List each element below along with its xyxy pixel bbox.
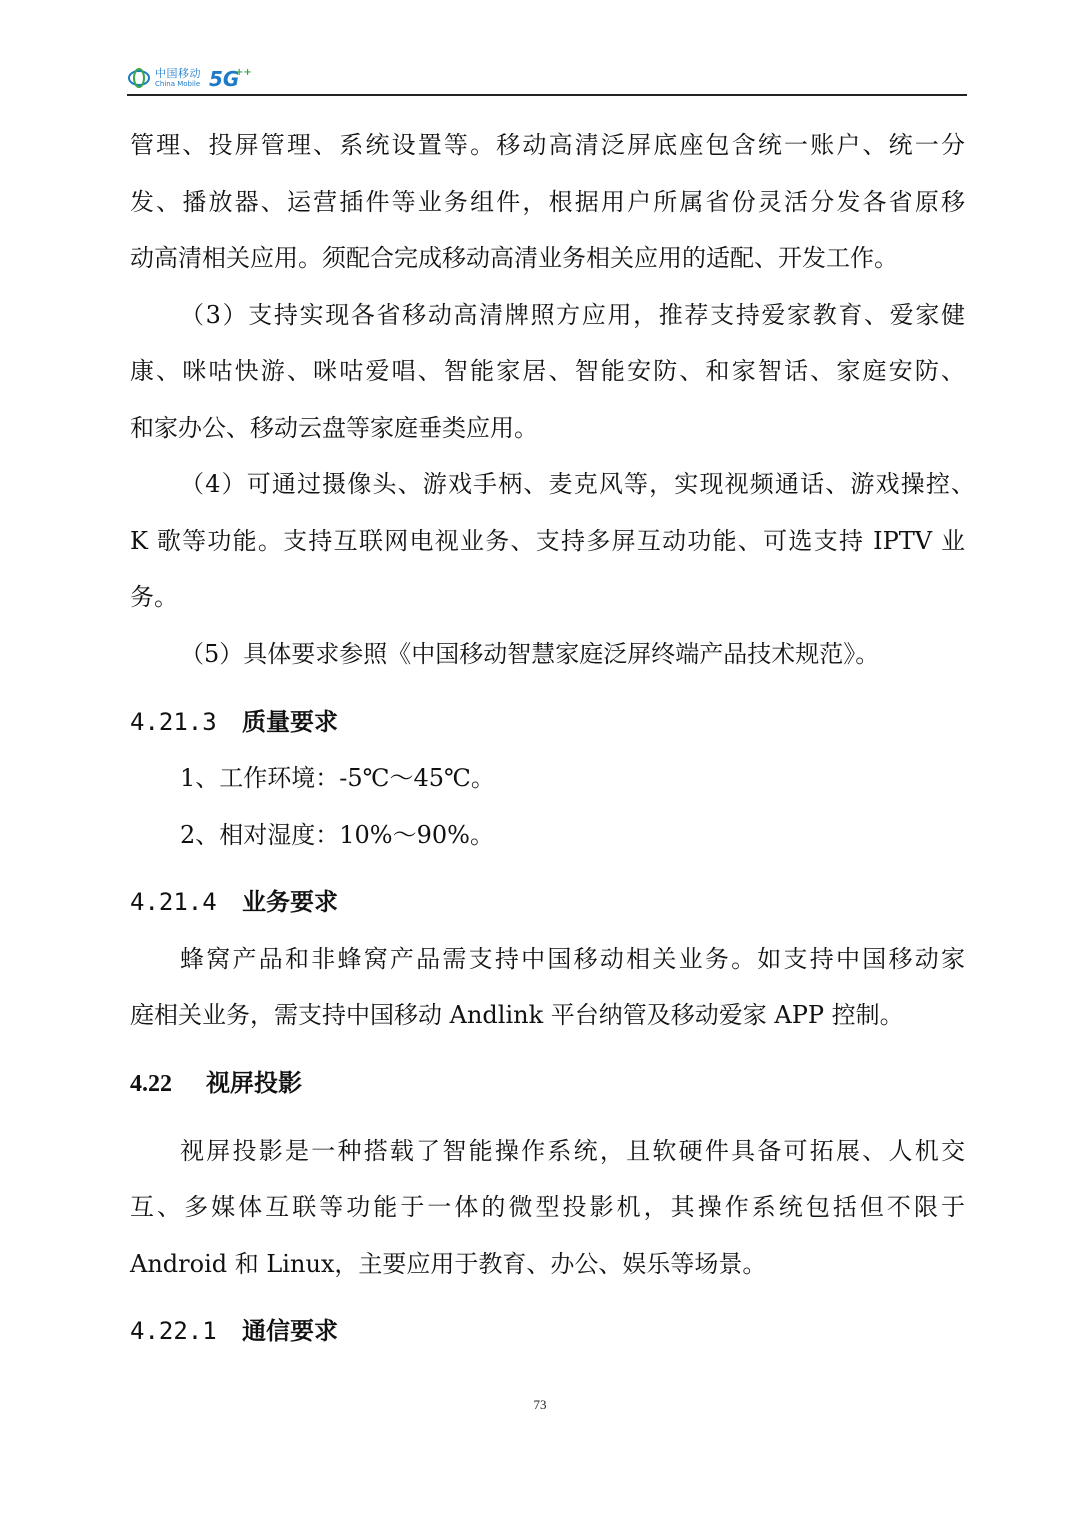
section-heading	[130, 707, 338, 737]
section-title: 视屏投影	[206, 1069, 302, 1097]
section-title: 通信要求	[242, 1317, 338, 1345]
list-item: 2、相对湿度：10%～90%。	[180, 821, 494, 849]
svg-text:5G: 5G	[209, 67, 240, 91]
paragraph-line: 务。	[130, 583, 178, 611]
section-title: 质量要求	[242, 708, 338, 736]
paragraph-line: 康、咪咕快游、咪咕爱唱、智能家居、智能安防、和家智话、家庭安防、	[130, 357, 965, 385]
section-number: 4.21.4	[130, 888, 217, 916]
paragraph-line: 蜂窝产品和非蜂窝产品需支持中国移动相关业务。如支持中国移动家	[180, 945, 965, 973]
paragraph-line: 和家办公、移动云盘等家庭垂类应用。	[130, 414, 538, 442]
header-divider	[127, 94, 967, 96]
section-title: 业务要求	[242, 888, 338, 916]
china-mobile-logo-icon	[127, 66, 151, 90]
paragraph-line: 视屏投影是一种搭载了智能操作系统，且软硬件具备可拓展、人机交	[180, 1137, 965, 1165]
section-number: 4.22	[130, 1071, 172, 1097]
page-header	[127, 58, 967, 96]
paragraph-line: （5）具体要求参照《中国移动智慧家庭泛屏终端产品技术规范》。	[180, 640, 880, 668]
section-heading	[130, 1316, 338, 1346]
section-number: 4.22.1	[130, 1317, 217, 1345]
logo-english-text: China Mobile	[155, 80, 201, 88]
section-heading	[130, 887, 338, 917]
list-item: 1、工作环境：-5℃～45℃。	[180, 764, 495, 792]
paragraph-line: K 歌等功能。支持互联网电视业务、支持多屏互动功能、可选支持 IPTV 业	[130, 527, 965, 555]
paragraph-line: Android 和 Linux，主要应用于教育、办公、娱乐等场景。	[130, 1250, 767, 1278]
5g-logo-icon	[207, 64, 252, 92]
page-number: 73	[533, 1397, 547, 1412]
paragraph-line: 管理、投屏管理、系统设置等。移动高清泛屏底座包含统一账户、统一分	[130, 131, 965, 159]
logo-chinese-text: 中国移动	[155, 67, 201, 80]
paragraph-line: （4）可通过摄像头、游戏手柄、麦克风等，实现视频通话、游戏操控、	[180, 470, 975, 498]
paragraph-line: 动高清相关应用。须配合完成移动高清业务相关应用的适配、开发工作。	[130, 244, 898, 272]
section-heading	[130, 1068, 302, 1099]
paragraph-line: （3）支持实现各省移动高清牌照方应用，推荐支持爱家教育、爱家健	[180, 301, 965, 329]
section-number: 4.21.3	[130, 708, 217, 736]
paragraph-line: 互、多媒体互联等功能于一体的微型投影机，其操作系统包括但不限于	[130, 1193, 965, 1221]
china-mobile-logo	[127, 62, 252, 94]
svg-text:++: ++	[235, 67, 252, 78]
paragraph-line: 发、播放器、运营插件等业务组件，根据用户所属省份灵活分发各省原移	[130, 188, 965, 216]
paragraph-line: 庭相关业务，需支持中国移动 Andlink 平台纳管及移动爱家 APP 控制。	[130, 1001, 904, 1029]
